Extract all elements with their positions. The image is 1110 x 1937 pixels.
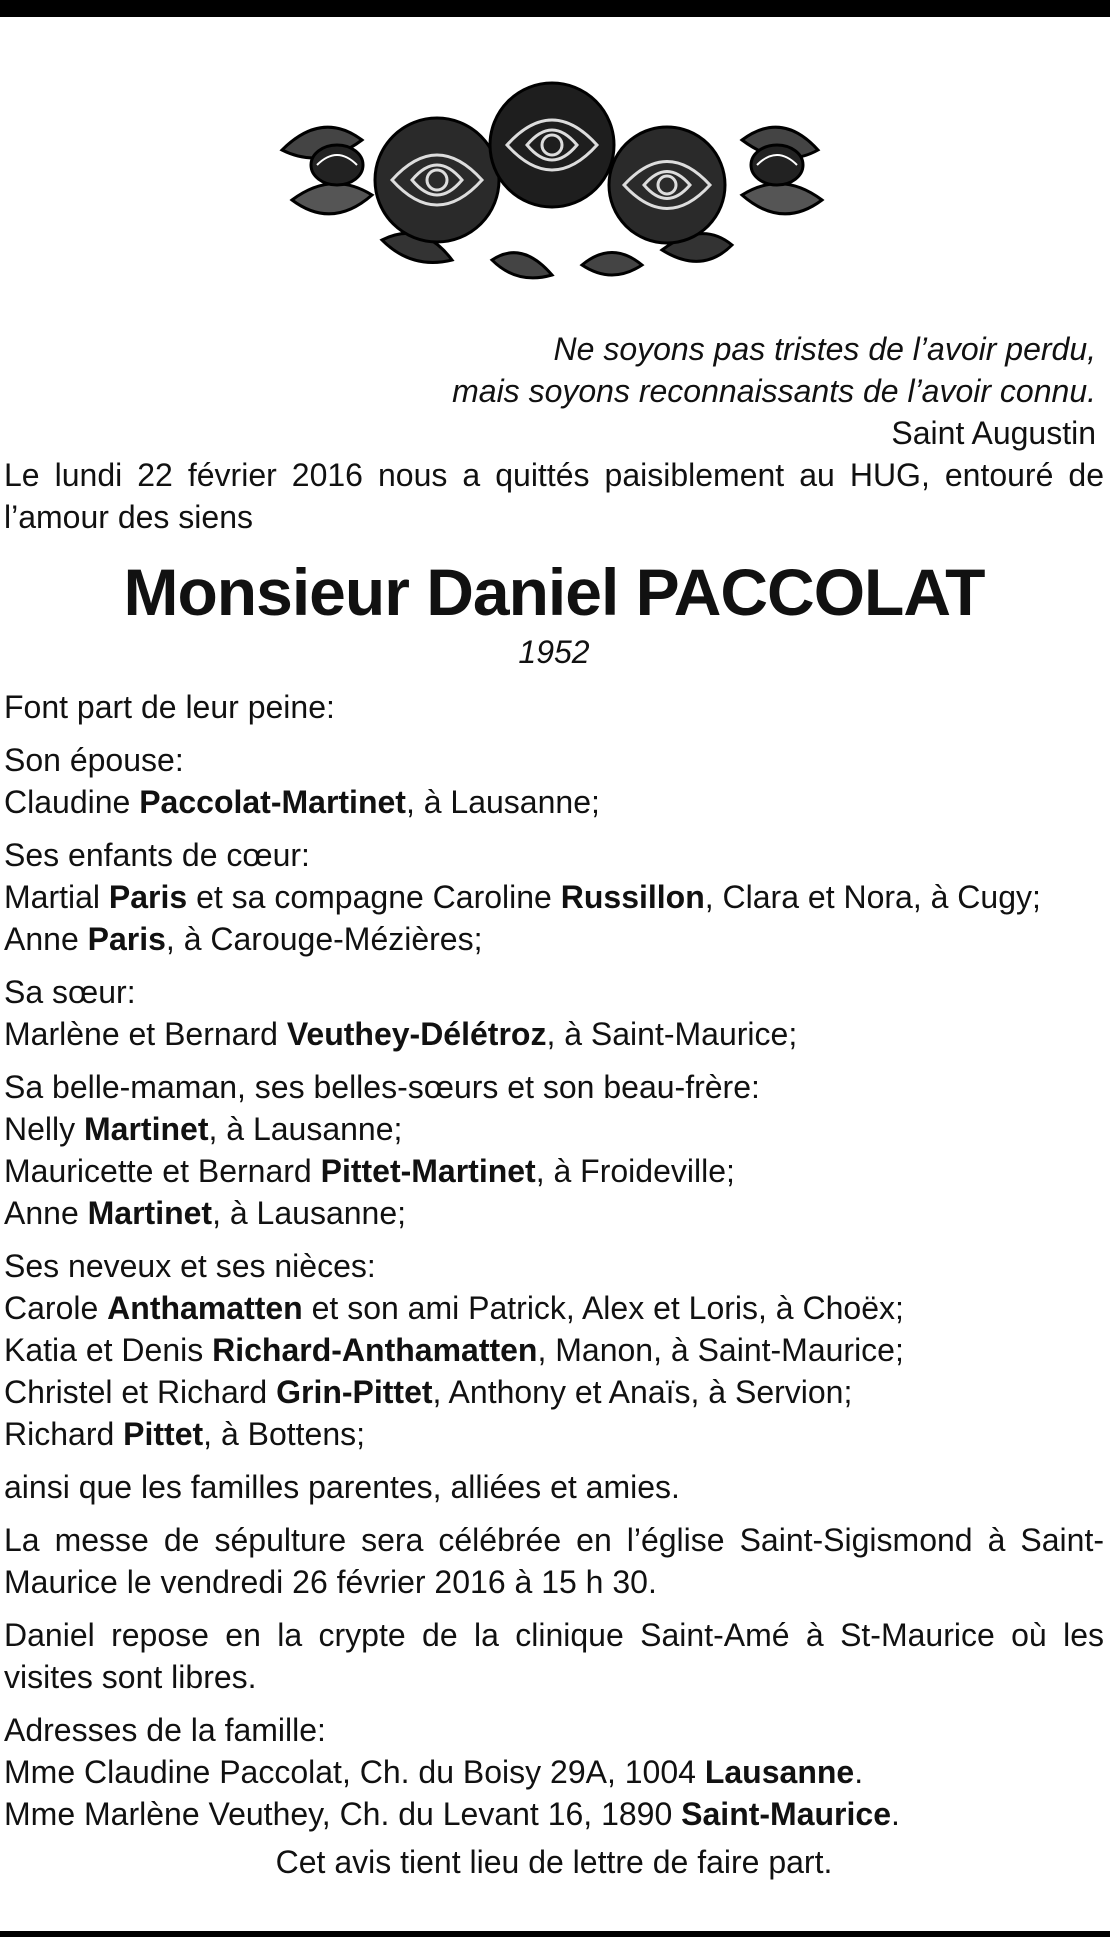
group-heading: Sa belle-maman, ses belles-sœurs et son beau-frère: <box>4 1069 760 1105</box>
family-member-line: Katia et Denis Richard-Anthamatten, Manon, à Saint-Maurice; <box>4 1332 904 1368</box>
epigraph <box>4 328 1104 454</box>
family-member-line: Anne Martinet, à Lausanne; <box>4 1195 407 1231</box>
family-member-line: Mauricette et Bernard Pittet-Martinet, à Froideville; <box>4 1153 735 1189</box>
addresses-block <box>4 1709 1104 1835</box>
intro-paragraph: Le lundi 22 février 2016 nous a quittés paisiblement au HUG, entouré de l’amour des siens <box>4 457 1104 535</box>
epigraph-line-2: mais soyons reconnaissants de l’avoir connu. <box>452 373 1096 409</box>
address-line: Mme Claudine Paccolat, Ch. du Boisy 29A, 1004 Lausanne. <box>4 1754 864 1790</box>
epigraph-line-1: Ne soyons pas tristes de l’avoir perdu, <box>553 331 1096 367</box>
addresses-heading: Adresses de la famille: <box>4 1712 326 1748</box>
announce-text: Font part de leur peine: <box>4 689 335 725</box>
families-text: ainsi que les familles parentes, alliées et amies. <box>4 1469 680 1505</box>
family-member-line: Richard Pittet, à Bottens; <box>4 1416 366 1452</box>
family-member-line: Nelly Martinet, à Lausanne; <box>4 1111 403 1147</box>
family-member-line: Anne Paris, à Carouge-Mézières; <box>4 921 483 957</box>
family-member-line: Marlène et Bernard Veuthey-Délétroz, à Saint-Maurice; <box>4 1016 798 1052</box>
family-group-nephews-nieces <box>4 1245 1104 1455</box>
family-group-children <box>4 834 1104 960</box>
closing-note: Cet avis tient lieu de lettre de faire part. <box>275 1844 833 1880</box>
group-heading: Sa sœur: <box>4 974 136 1010</box>
group-heading: Son épouse: <box>4 742 184 778</box>
family-member-line: Claudine Paccolat-Martinet, à Lausanne; <box>4 784 600 820</box>
roses-illustration <box>262 70 848 296</box>
family-member-line: Martial Paris et sa compagne Caroline Russillon, Clara et Nora, à Cugy; <box>4 879 1041 915</box>
obituary-text <box>4 328 1104 1883</box>
bottom-rule <box>0 1931 1110 1937</box>
rest-text: Daniel repose en la crypte de la clinique Saint-Amé à St-Maurice où les visites sont libres. <box>4 1617 1104 1695</box>
group-heading: Ses enfants de cœur: <box>4 837 310 873</box>
family-member-line: Christel et Richard Grin-Pittet, Anthony et Anaïs, à Servion; <box>4 1374 853 1410</box>
group-heading: Ses neveux et ses nièces: <box>4 1248 376 1284</box>
family-group-in-laws <box>4 1066 1104 1234</box>
mass-text: La messe de sépulture sera célébrée en l’église Saint-Sigismond à Saint-Maurice le vendredi 26 février 2016 à 15 h 30. <box>4 1522 1104 1600</box>
deceased-year: 1952 <box>518 634 590 670</box>
family-member-line: Carole Anthamatten et son ami Patrick, Alex et Loris, à Choëx; <box>4 1290 904 1326</box>
epigraph-author: Saint Augustin <box>891 415 1096 451</box>
deceased-name: Monsieur Daniel PACCOLAT <box>123 555 985 629</box>
family-group-sister <box>4 971 1104 1055</box>
address-line: Mme Marlène Veuthey, Ch. du Levant 16, 1890 Saint-Maurice. <box>4 1796 900 1832</box>
family-group-spouse <box>4 739 1104 823</box>
top-rule <box>0 0 1110 17</box>
